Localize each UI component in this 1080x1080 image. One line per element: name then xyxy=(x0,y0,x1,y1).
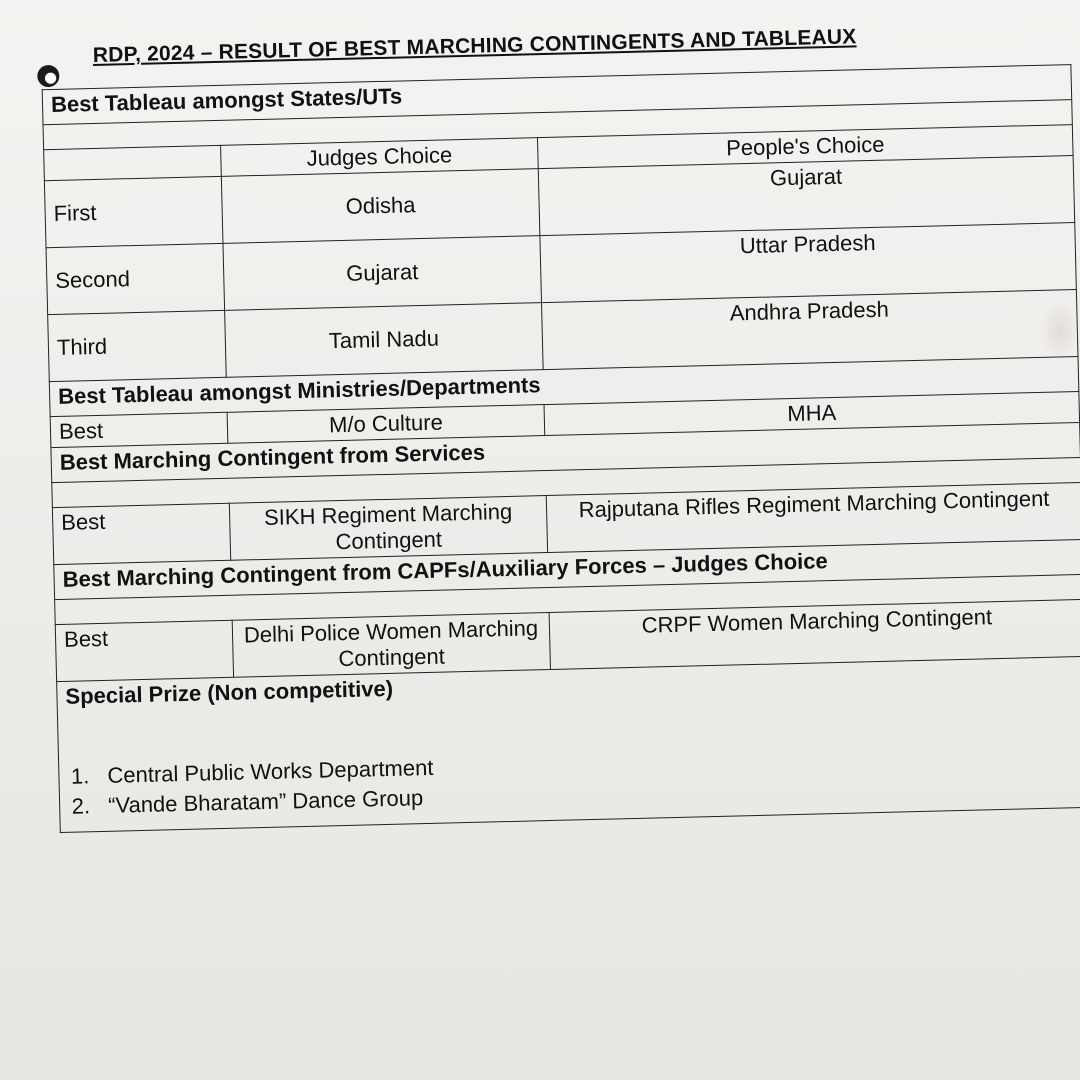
rank-cell: Best xyxy=(52,503,230,564)
judges-cell: Odisha xyxy=(221,169,540,244)
rank-cell: Best xyxy=(55,620,233,681)
rank-cell: Third xyxy=(48,310,227,381)
section-heading-states: Best Tableau amongst States/UTs xyxy=(42,65,1072,125)
judges-cell: Delhi Police Women Marching Contingent xyxy=(232,613,550,678)
document-page xyxy=(10,0,1070,818)
paper-smudge xyxy=(1040,300,1080,360)
people-cell: Rajputana Rifles Regiment Marching Contingent xyxy=(546,482,1080,552)
judges-cell: M/o Culture xyxy=(227,405,545,444)
people-cell: Andhra Pradesh xyxy=(542,290,1078,370)
rank-cell: Best xyxy=(50,412,228,447)
judges-cell: Tamil Nadu xyxy=(225,303,544,378)
header-rank xyxy=(44,145,222,180)
people-cell: Gujarat xyxy=(538,156,1074,236)
list-item: 2. “Vande Bharatam” Dance Group xyxy=(96,767,1080,821)
list-item: 1. Central Public Works Department xyxy=(95,737,1079,791)
people-cell: MHA xyxy=(544,391,1080,435)
people-cell: CRPF Women Marching Contingent xyxy=(549,599,1080,669)
rank-cell: Second xyxy=(46,243,225,314)
section-heading-special: Special Prize (Non competitive) xyxy=(57,656,1080,716)
judges-cell: Gujarat xyxy=(223,236,542,311)
section-heading-capf: Best Marching Contingent from CAPFs/Auxiliary Forces – Judges Choice xyxy=(54,539,1080,599)
page-title: RDP, 2024 – RESULT OF BEST MARCHING CONTINGENTS AND TABLEAUX xyxy=(92,25,857,67)
section-heading-ministries: Best Tableau amongst Ministries/Departments xyxy=(49,357,1079,417)
header-judges-choice: Judges Choice xyxy=(221,138,539,177)
special-prize-list xyxy=(67,737,1080,822)
punch-hole xyxy=(37,65,60,88)
special-list-row xyxy=(57,691,1080,833)
section-heading-services: Best Marching Contingent from Services xyxy=(51,422,1080,482)
judges-cell: SIKH Regiment Marching Contingent xyxy=(229,496,547,561)
rank-cell: First xyxy=(44,176,223,247)
header-peoples-choice: People's Choice xyxy=(537,125,1073,169)
people-cell: Uttar Pradesh xyxy=(540,223,1076,303)
result-table xyxy=(42,64,1080,833)
